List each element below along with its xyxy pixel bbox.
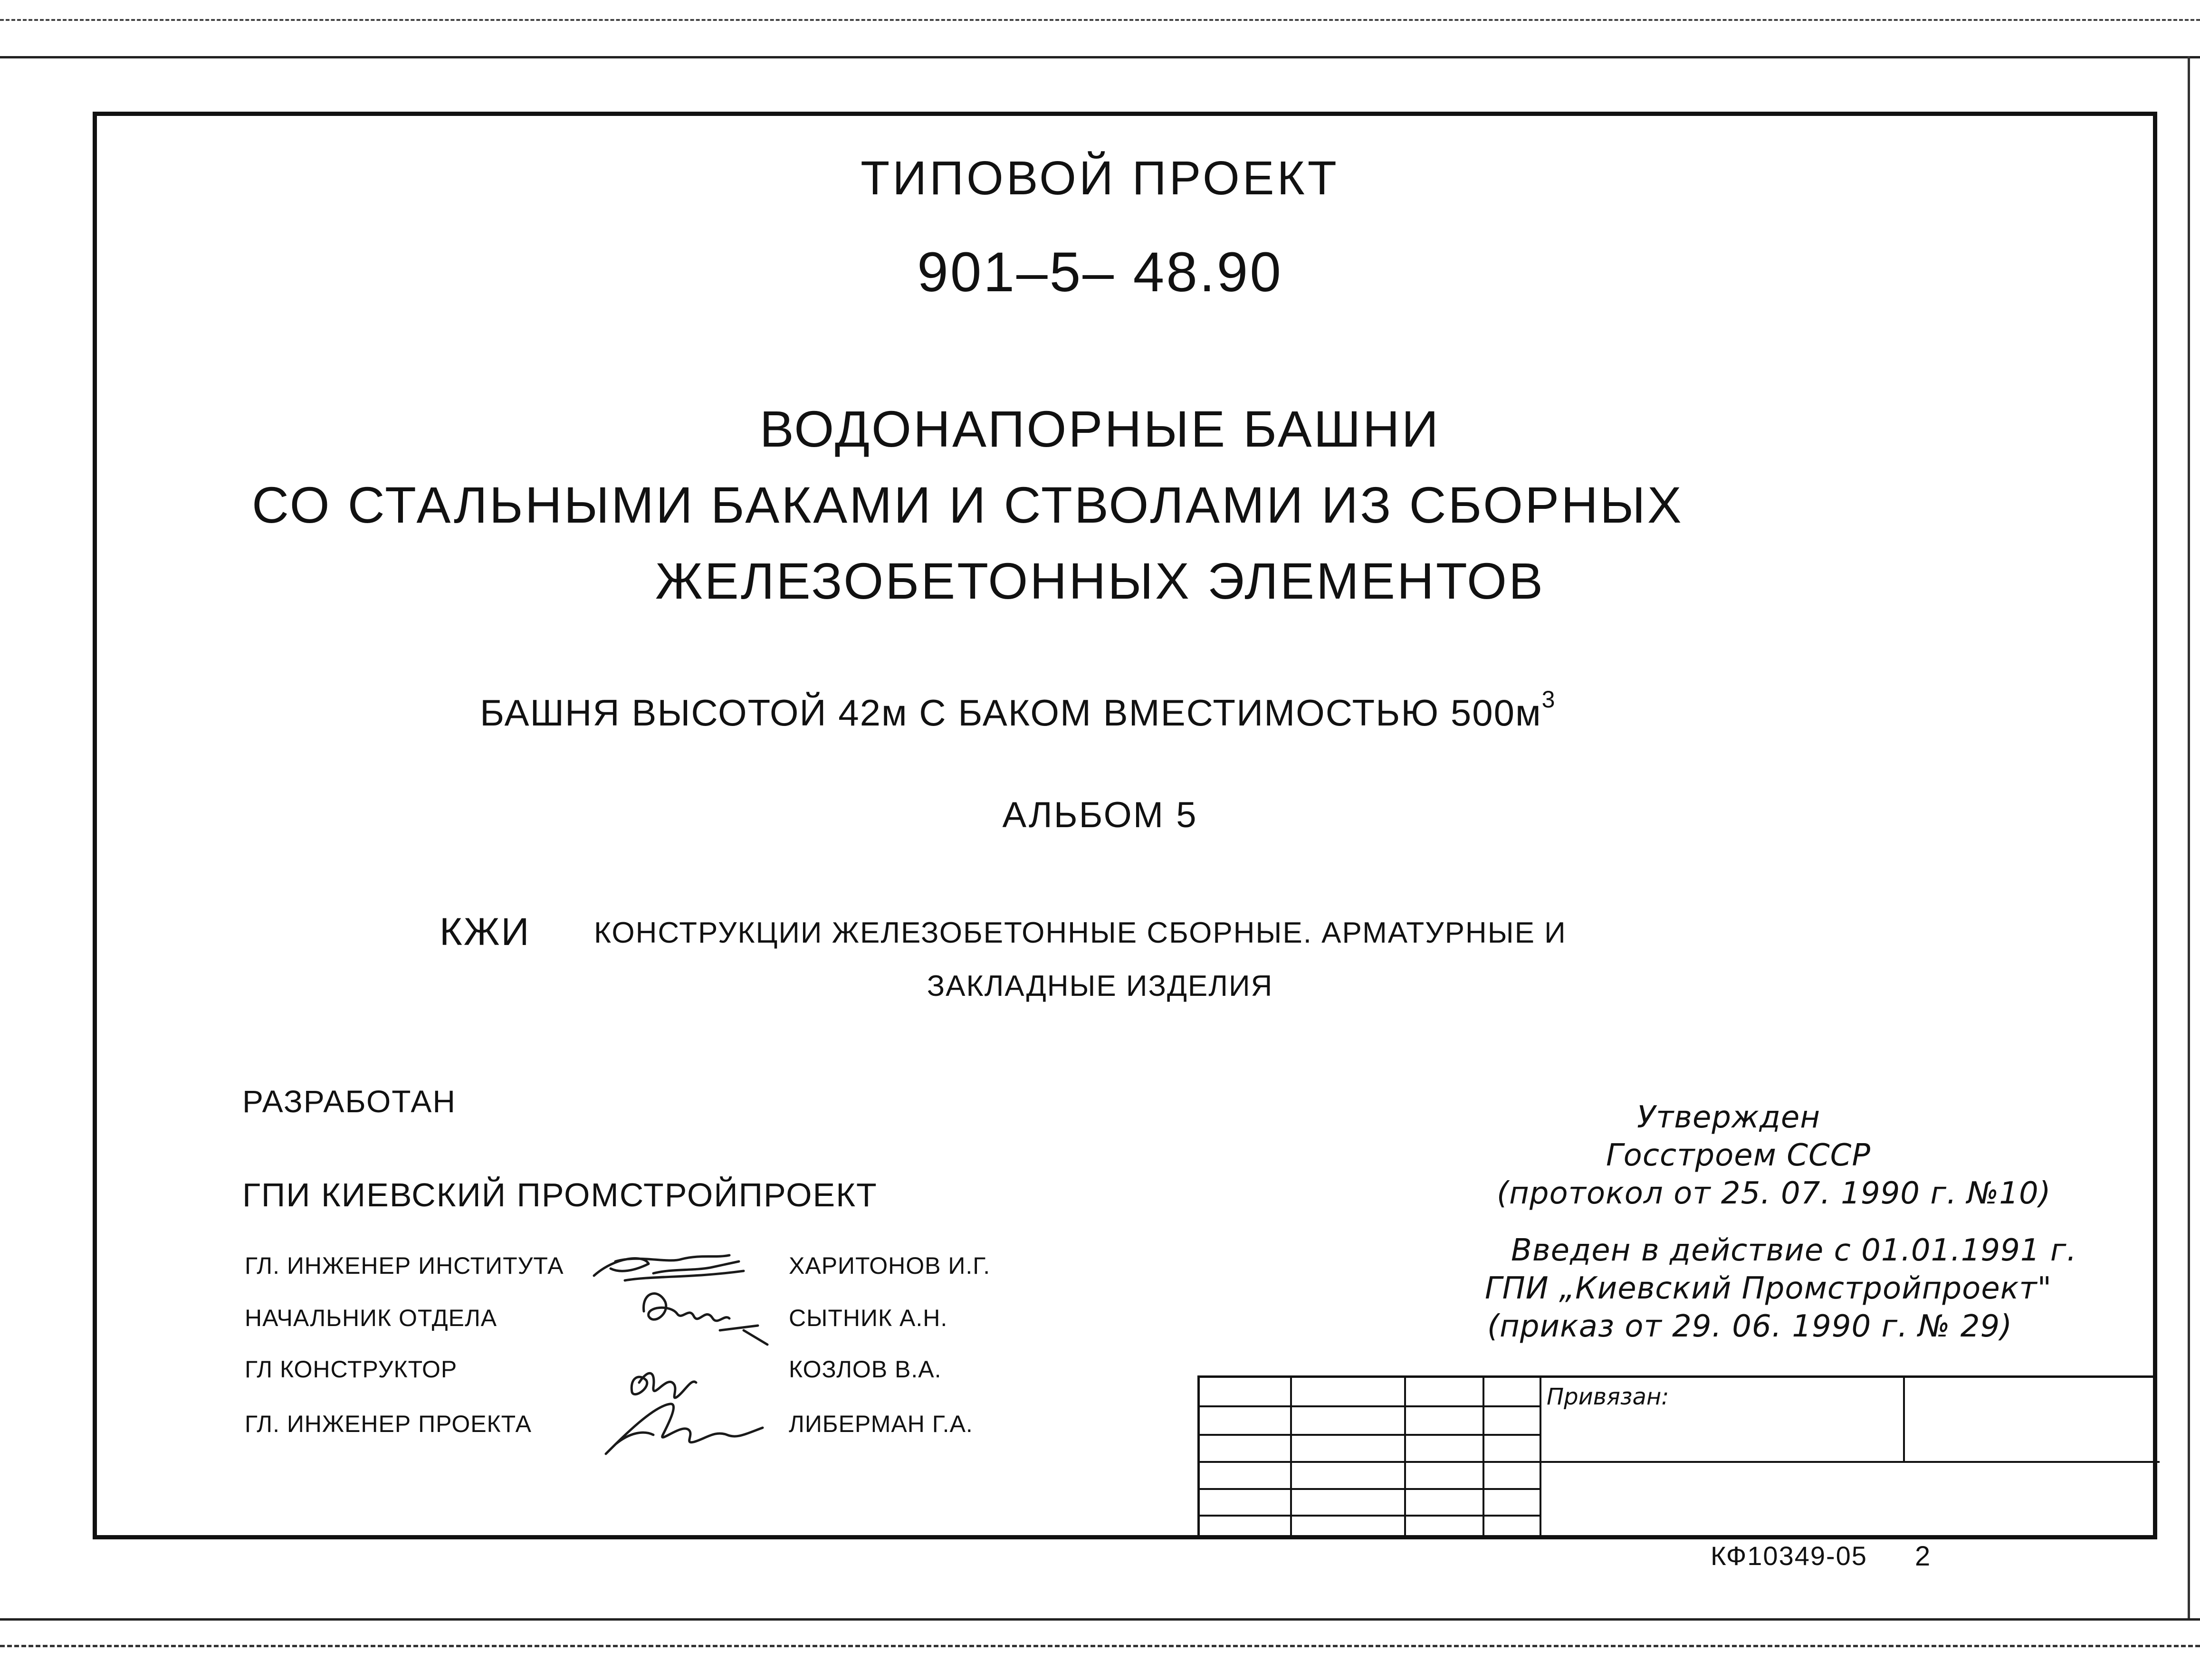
title-block-row-divider-2 (1200, 1434, 1540, 1436)
signature-sytnik (644, 1294, 767, 1345)
album-label: АЛЬБОМ 5 (1002, 795, 1198, 835)
staff-role-chief-engineer-institute: ГЛ. ИНЖЕНЕР ИНСТИТУТА (245, 1252, 564, 1279)
title-block-row-divider-5 (1200, 1515, 1540, 1517)
title-block-bound-divider (1540, 1461, 2160, 1463)
title-block-bound-column-divider (1903, 1378, 1905, 1461)
section-description-line-1: КОНСТРУКЦИИ ЖЕЛЕЗОБЕТОННЫЕ СБОРНЫЕ. АРМАТУРНЫЕ И (594, 916, 1567, 949)
enacted-line-3: (приказ от 29. 06. 1990 г. № 29) (1487, 1309, 2013, 1344)
title-block-column-divider-4 (1540, 1378, 1541, 1539)
signature-liberman (606, 1404, 763, 1454)
title-line-3: ЖЕЛЕЗОБЕТОННЫХ ЭЛЕМЕНТОВ (655, 552, 1545, 610)
enacted-line-2: ГПИ „Киевский Промстройпроект" (1485, 1271, 2052, 1306)
title-block-row-divider-1 (1200, 1405, 1540, 1407)
signature-kharitonov (594, 1255, 744, 1280)
sheet-edge-bottom (0, 1645, 2200, 1647)
signature-kozlov (631, 1373, 696, 1398)
enacted-line-1: Введен в действие с 01.01.1991 г. (1511, 1233, 2077, 1268)
sheet-code: КФ10349-05 (1711, 1541, 1867, 1571)
tower-description (480, 686, 1556, 735)
approval-line-2: Госстроем СССР (1606, 1138, 1871, 1173)
approval-line-1: Утвержден (1637, 1100, 1821, 1135)
staff-role-department-head: НАЧАЛЬНИК ОТДЕЛА (245, 1305, 497, 1331)
project-code: 901–5– 48.90 (917, 241, 1283, 304)
sheet-line-bottom (0, 1618, 2200, 1621)
title-block-row-divider-3 (1200, 1461, 1540, 1463)
section-code: КЖИ (440, 910, 531, 954)
cubic-superscript: 3 (1541, 686, 1556, 713)
tower-description-text: БАШНЯ ВЫСОТОЙ 42м С БАКОМ ВМЕСТИМОСТЬЮ 500м (480, 692, 1542, 734)
staff-name-liberman: ЛИБЕРМАН Г.А. (789, 1411, 973, 1437)
sheet-line-top (0, 56, 2200, 58)
staff-name-kharitonov: ХАРИТОНОВ И.Г. (789, 1252, 991, 1279)
developer-organization: ГПИ КИЕВСКИЙ ПРОМСТРОЙПРОЕКТ (242, 1176, 878, 1213)
staff-role-chief-designer: ГЛ КОНСТРУКТОР (245, 1356, 458, 1383)
signatures (587, 1235, 777, 1487)
sheet-edge-top (0, 19, 2200, 21)
title-block (1197, 1375, 2157, 1539)
typical-project-label: ТИПОВОЙ ПРОЕКТ (861, 152, 1339, 205)
approval-line-3: (протокол от 25. 07. 1990 г. №10) (1497, 1176, 2051, 1211)
staff-name-kozlov: КОЗЛОВ В.А. (789, 1356, 942, 1383)
title-block-row-divider-4 (1200, 1488, 1540, 1490)
developed-label: РАЗРАБОТАН (242, 1084, 457, 1119)
section-description-line-2: ЗАКЛАДНЫЕ ИЗДЕЛИЯ (927, 970, 1273, 1002)
staff-name-sytnik: СЫТНИК А.Н. (789, 1305, 948, 1331)
sheet-number: 2 (1915, 1541, 1931, 1572)
bound-label: Привязан: (1547, 1384, 1669, 1410)
title-line-1: ВОДОНАПОРНЫЕ БАШНИ (759, 400, 1441, 458)
staff-role-chief-project-engineer: ГЛ. ИНЖЕНЕР ПРОЕКТА (245, 1411, 532, 1437)
title-line-2: СО СТАЛЬНЫМИ БАКАМИ И СТВОЛАМИ ИЗ СБОРНЫХ (252, 476, 1683, 534)
